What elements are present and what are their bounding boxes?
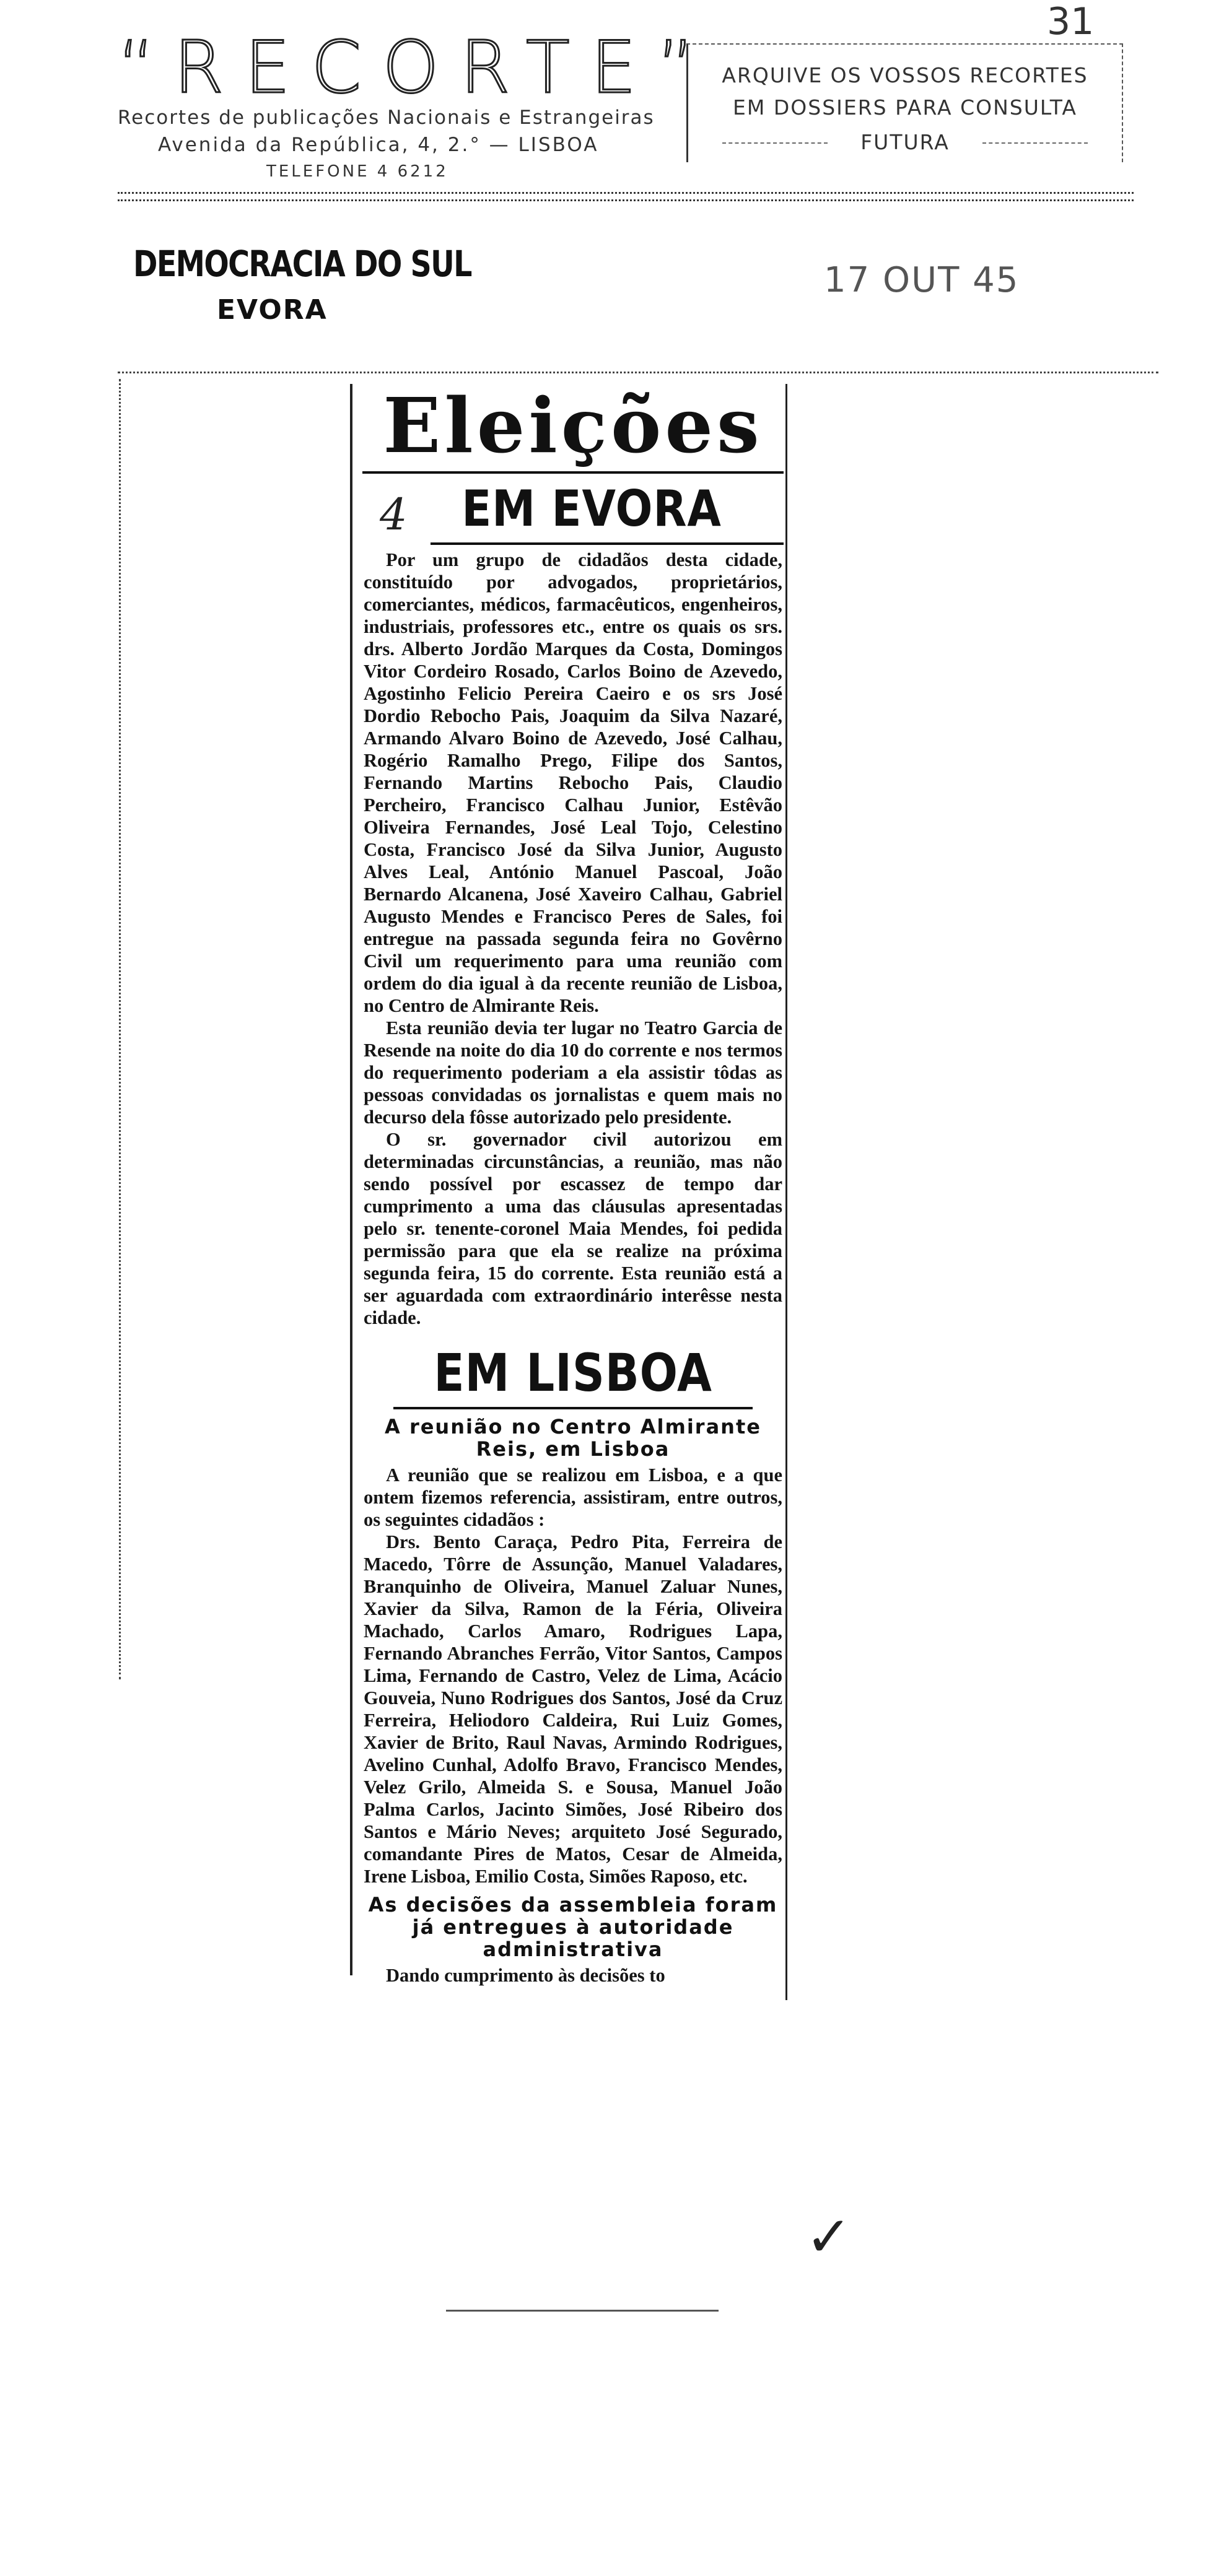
section-evora-body: [364, 549, 782, 1329]
section-rule: [393, 1407, 753, 1409]
paragraph: Por um grupo de cidadãos desta cidade, constituído por advogados, proprietários, comerciantes, médicos, farmacêuticos, engenheiros, industriais, professores etc., entre os quais os srs. drs. Alberto Jordão Marques da Costa, Domingos Vitor Cordeiro Rosado, Carlos Boino de Azevedo, Agostinho Felicio Pereira Caeiro e os srs José Dordio Rebocho Pais, Joaquim da Silva Nazaré, Armando Alvaro Boino de Azevedo, José Calhau, Rogério Ramalho Prego, Filipe dos Santos, Fernando Martins Rebocho Pais, Claudio Percheiro, Francisco Calhau Junior, Estêvão Oliveira Fernandes, José Leal Tojo, Celestino Costa, Francisco José da Silva Junior, Augusto Alves Leal, António Manuel Pascoal, João Bernardo Alcanena, José Xaveiro Calhau, Gabriel Augusto Mendes e Francisco Peres de Sales, foi entregue na passada segunda feira no Govêrno Civil um requerimento para uma reunião com ordem do dia igual à da recente reunião de Lisboa, no Centro de Almirante Reis.: [364, 549, 782, 1016]
brand-title: “RECORTE”: [118, 26, 716, 110]
brand-phone: TELEFONE 4 6212: [266, 162, 448, 181]
section-title-evora: EM EVORA: [461, 480, 722, 537]
paragraph: O sr. governador civil autorizou em determinadas circunstâncias, a reunião, mas não sendo possível por escassez de tempo dar cumprimento a uma das cláusulas apresentadas pelo sr. tenente-coronel Maia Mendes, foi pedida permissão para que ela se realize na próxima segunda feira, 15 do corrente. Esta reunião está a ser aguardada com extraordinário interêsse nesta cidade.: [364, 1129, 782, 1328]
header-divider: [118, 199, 1134, 201]
brand-tagline: Recortes de publicações Nacionais e Estrangeiras: [118, 107, 655, 129]
clipping-cut-line: [118, 372, 1158, 373]
clipping-date-stamp: 17 OUT 45: [824, 260, 1020, 300]
handwritten-check-icon: ✓: [805, 2204, 852, 2269]
subheading-decisoes: As decisões da assembleia foram já entregues à autoridade administrativa: [368, 1893, 778, 1961]
section-title-lisboa: EM LISBOA: [434, 1342, 712, 1403]
archive-notice-line1: ARQUIVE OS VOSSOS RECORTES: [722, 63, 1088, 87]
archive-divider: [722, 142, 828, 144]
column-rule-left: [350, 384, 352, 1975]
clipping-bottom-rule: [446, 2310, 719, 2312]
archive-divider: [982, 142, 1088, 144]
section-decisoes-body: [364, 1964, 782, 1986]
headline-rule: [362, 471, 784, 474]
archive-notice-line3: FUTURA: [860, 130, 950, 154]
page-number: 31: [1047, 0, 1095, 43]
article: [356, 381, 790, 1986]
paragraph: Esta reunião devia ter lugar no Teatro Garcia de Resende na noite do dia 10 do corrente e nos termos do requerimento poderiam a ela assistir tôdas as pessoas convidadas os jornalistas e quem mais no decurso dela fôsse autorizado pelo presidente.: [364, 1017, 782, 1128]
paragraph: A reunião que se realizou em Lisboa, e a que ontem fizemos referencia, assistiram, entre outros, os seguintes cidadãos :: [364, 1464, 782, 1530]
handwritten-margin-mark: 4: [380, 489, 408, 540]
archive-notice-box: [686, 43, 1123, 162]
archive-notice-line2: EM DOSSIERS PARA CONSULTA: [733, 95, 1077, 120]
section-rule: [431, 542, 784, 545]
article-headline: Eleições: [383, 381, 763, 470]
clipping-cut-line: [119, 379, 121, 1679]
section-lisboa-body: [364, 1464, 782, 1887]
brand-address: Avenida da República, 4, 2.° — LISBOA: [158, 134, 599, 156]
subheading-centro-almirante-reis: A reunião no Centro Almirante Reis, em Lisboa: [385, 1415, 761, 1461]
header-divider: [118, 192, 1134, 194]
paragraph: Dando cumprimento às decisões to: [386, 1965, 665, 1986]
paragraph: Drs. Bento Caraça, Pedro Pita, Ferreira de Macedo, Tôrre de Assunção, Manuel Valadares, Branquinho de Oliveira, Manuel Zaluar Nunes, Xavier da Silva, Ramon de la Féria, Oliveira Machado, Carlos Amaro, Rodrigues Lapa, Fernando Abranches Ferrão, Vitor Santos, Campos Lima, Fernando de Castro, Velez de Lima, Acácio Gouveia, Nuno Rodrigues dos Santos, José da Cruz Ferreira, Heliodoro Caldeira, Rui Luiz Gomes, Xavier de Brito, Raul Navas, Armindo Rodrigues, Avelino Cunhal, Adolfo Bravo, Francisco Mendes, Velez Grilo, Almeida S. e Sousa, Manuel João Palma Carlos, Jacinto Simões, José Ribeiro dos Santos e Mário Neves; arquiteto José Segurado, comandante Pires de Matos, Cesar de Almeida, Irene Lisboa, Emilio Costa, Simões Raposo, etc.: [364, 1531, 782, 1887]
newspaper-name: DEMOCRACIA DO SUL: [133, 243, 471, 285]
newspaper-city: EVORA: [217, 294, 328, 326]
